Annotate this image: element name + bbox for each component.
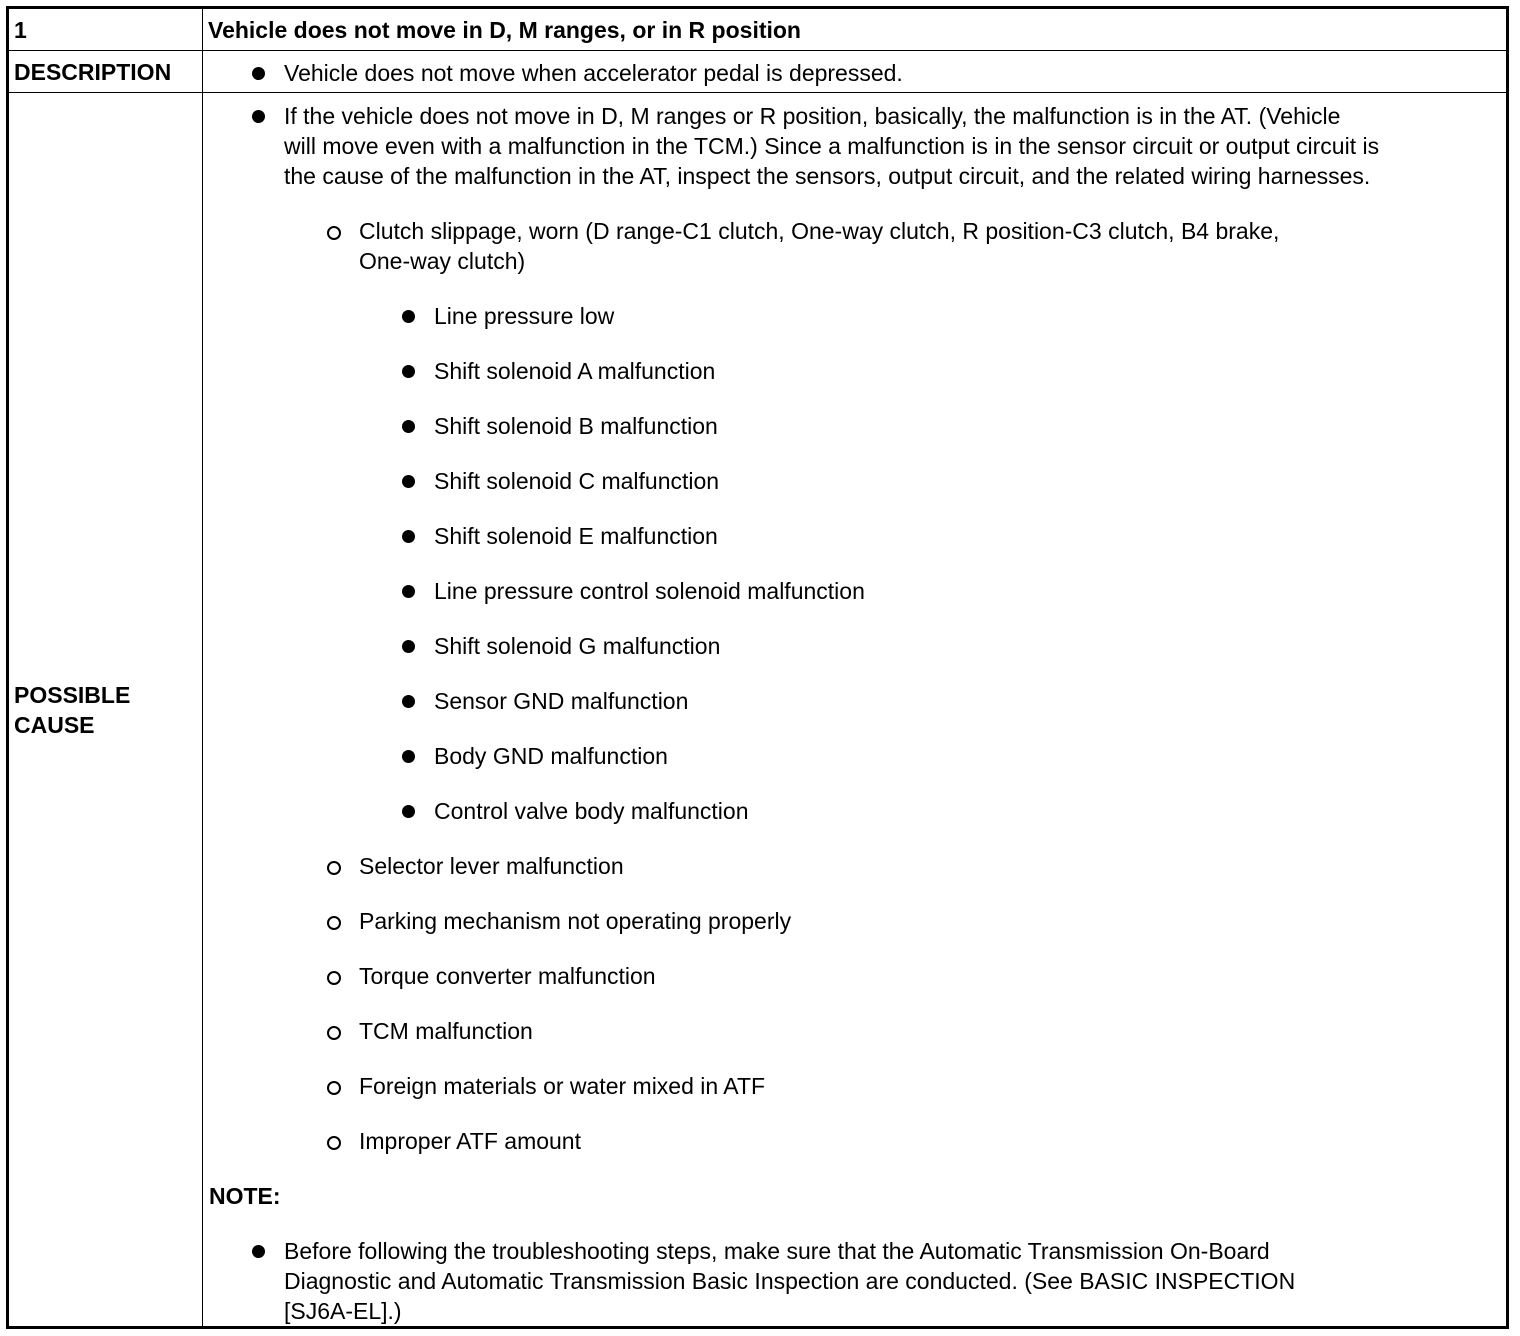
hollow-bullet-icon	[327, 1081, 341, 1095]
hollow-bullet-icon	[327, 916, 341, 930]
step-title: Vehicle does not move in D, M ranges, or in R position	[203, 8, 1508, 51]
hollow-bullet-icon	[327, 1136, 341, 1150]
description-item	[203, 51, 1506, 88]
clutch-subitem	[203, 796, 1506, 826]
other-cause-text: Torque converter malfunction	[359, 963, 656, 989]
cause-intro-line: If the vehicle does not move in D, M ranges or R position, basically, the malfunction is in the AT. (Vehicle	[284, 103, 1341, 129]
note-line: Diagnostic and Automatic Transmission Basic Inspection are conducted. (See BASIC INSPECTION	[284, 1268, 1296, 1294]
troubleshooting-table	[6, 6, 1509, 1329]
other-cause-text: Parking mechanism not operating properly	[359, 908, 792, 934]
cause-intro-item	[203, 93, 1506, 191]
other-cause-text: Foreign materials or water mixed in ATF	[359, 1073, 766, 1099]
clutch-subitem-text: Line pressure control solenoid malfunction	[434, 578, 865, 604]
filled-bullet-icon	[402, 585, 415, 598]
clutch-subitem-text: Shift solenoid A malfunction	[434, 358, 716, 384]
cause-intro-line: the cause of the malfunction in the AT, inspect the sensors, output circuit, and the related wiring harnesses.	[284, 163, 1371, 189]
clutch-subitem	[203, 631, 1506, 661]
clutch-subitem-text: Sensor GND malfunction	[434, 688, 689, 714]
hollow-bullet-icon	[327, 226, 341, 240]
filled-bullet-icon	[402, 365, 415, 378]
possible-cause-label-line2: CAUSE	[14, 711, 95, 738]
hollow-bullet-icon	[327, 971, 341, 985]
clutch-subitem-text: Body GND malfunction	[434, 743, 668, 769]
other-cause-text: TCM malfunction	[359, 1018, 533, 1044]
possible-cause-label	[8, 93, 203, 1328]
clutch-subitem	[203, 301, 1506, 331]
other-cause-text: Improper ATF amount	[359, 1128, 581, 1154]
note-item	[203, 1236, 1506, 1326]
clutch-subitem	[203, 466, 1506, 496]
clutch-slippage-item	[203, 216, 1506, 276]
clutch-subitem-text: Control valve body malfunction	[434, 798, 749, 824]
other-cause-item	[203, 1071, 1506, 1101]
possible-cause-cell	[203, 93, 1508, 1328]
cause-intro-line: will move even with a malfunction in the TCM.) Since a malfunction is in the sensor circuit or output circuit is	[284, 133, 1380, 159]
clutch-subitem	[203, 411, 1506, 441]
description-row	[8, 51, 1508, 93]
clutch-subitem-text: Shift solenoid C malfunction	[434, 468, 720, 494]
description-label: DESCRIPTION	[8, 51, 203, 93]
filled-bullet-icon	[402, 750, 415, 763]
clutch-subitem-text: Shift solenoid E malfunction	[434, 523, 718, 549]
clutch-subitem-text: Shift solenoid G malfunction	[434, 633, 721, 659]
note-label: NOTE:	[209, 1183, 281, 1209]
clutch-subitem	[203, 686, 1506, 716]
filled-bullet-icon	[252, 67, 265, 80]
hollow-bullet-icon	[327, 1026, 341, 1040]
filled-bullet-icon	[252, 110, 265, 123]
filled-bullet-icon	[402, 805, 415, 818]
other-cause-item	[203, 1126, 1506, 1156]
possible-cause-row	[8, 93, 1508, 1328]
clutch-slippage-line: One-way clutch)	[359, 248, 526, 274]
description-text: Vehicle does not move when accelerator pedal is depressed.	[284, 60, 903, 86]
clutch-slippage-line: Clutch slippage, worn (D range-C1 clutch, One-way clutch, R position-C3 clutch, B4 brake,	[359, 218, 1280, 244]
filled-bullet-icon	[402, 310, 415, 323]
note-line: Before following the troubleshooting steps, make sure that the Automatic Transmission On-Board	[284, 1238, 1270, 1264]
note-line: [SJ6A-EL].)	[284, 1298, 402, 1324]
clutch-subitem	[203, 741, 1506, 771]
filled-bullet-icon	[402, 420, 415, 433]
description-cell	[203, 51, 1508, 93]
filled-bullet-icon	[402, 640, 415, 653]
other-cause-text: Selector lever malfunction	[359, 853, 624, 879]
hollow-bullet-icon	[327, 861, 341, 875]
other-cause-item	[203, 906, 1506, 936]
clutch-subitem-text: Line pressure low	[434, 303, 615, 329]
filled-bullet-icon	[252, 1245, 265, 1258]
filled-bullet-icon	[402, 530, 415, 543]
clutch-subitem	[203, 576, 1506, 606]
clutch-subitem	[203, 356, 1506, 386]
step-number: 1	[8, 8, 203, 51]
filled-bullet-icon	[402, 475, 415, 488]
clutch-subitem	[203, 521, 1506, 551]
clutch-subitem-text: Shift solenoid B malfunction	[434, 413, 718, 439]
possible-cause-label-line1: POSSIBLE	[14, 681, 131, 708]
other-cause-item	[203, 851, 1506, 881]
filled-bullet-icon	[402, 695, 415, 708]
other-cause-item	[203, 1016, 1506, 1046]
other-cause-item	[203, 961, 1506, 991]
header-row	[8, 8, 1508, 51]
